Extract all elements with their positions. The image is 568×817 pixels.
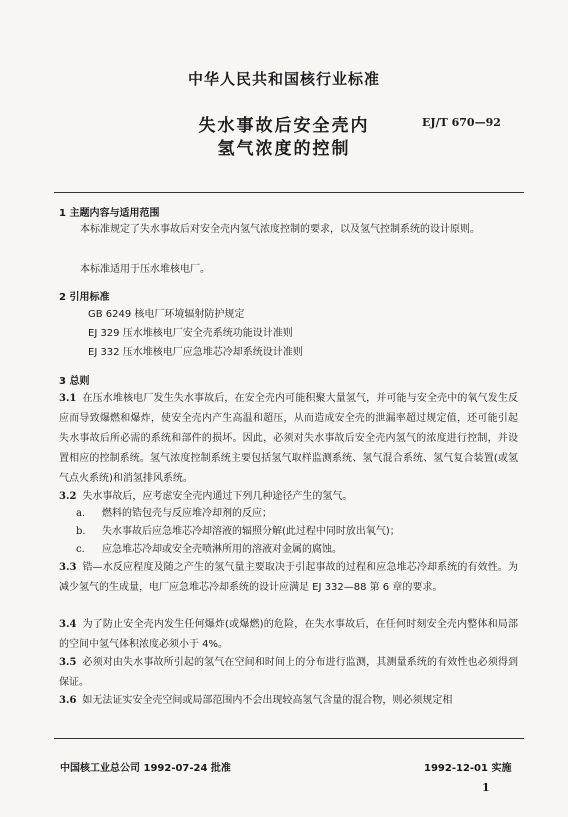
clause-3-4 [59,615,518,655]
list-item-c [76,540,516,560]
standard-type-heading: 中华人民共和国核行业标准 [187,70,380,88]
clause-3-2-number: 3.2 [59,491,77,502]
clause-3-6 [59,691,518,711]
list-item-a-label: a. [76,508,86,519]
clause-3-1 [59,389,518,489]
clause-3-3-text: 锆—水反应程度及随之产生的氢气量主要取决于引起事故的过程和应急堆芯冷却系统的有效性。为减少氢气的生成量，电厂应急堆芯冷却系统的设计应满足 EJ 332—88 第 6 章的要求。 [59,562,518,593]
clause-3-1-number: 3.1 [59,393,77,404]
footer-divider [54,738,524,739]
clause-3-5 [59,653,518,693]
list-item-b-text: 失水事故后应急堆芯冷却溶液的辐照分解(此过程中同时放出氧气)； [102,526,400,537]
standard-code: EJ/T 670—92 [422,116,501,129]
section-1-paragraph-1: 本标准规定了失水事故后对安全壳内氢气浓度控制的要求，以及氢气控制系统的设计原则。 [80,224,480,235]
clause-3-1-text: 在压水堆核电厂发生失水事故后，在安全壳内可能积聚大量氢气，并可能与安全壳中的氧气发生反应而导致爆燃和爆炸，使安全壳内产生高温和超压，从而造成安全壳的泄漏率超过规定值，还可能引起失水事故后所必需的系统和部件的损坏。因此，必须对失水事故后安全壳内氢气的浓度进行控制，并设置相应的控制系统。氢气浓度控制系统主要包括氢气取样监测系统、氢气混合系统、氢气复合装置(或氢气点火系统)和消氢排风系统。 [59,393,518,484]
list-item-a-text: 燃料的锆包壳与反应堆冷却剂的反应； [102,508,272,519]
section-1-heading: 1 主题内容与适用范围 [59,208,160,219]
list-item-c-label: c. [76,544,85,555]
page-number: 1 [482,781,490,794]
approval-line: 中国核工业总公司 1992-07-24 批准 [60,763,231,774]
header-divider [54,192,524,193]
section-2-heading: 2 引用标准 [59,292,110,303]
clause-3-4-text: 为了防止安全壳内发生任何爆炸(或爆燃)的危险，在失水事故后，在任何时刻安全壳内整体和局部的空间中氢气体积浓度必须小于 4%。 [59,619,518,650]
document-title-line1: 失水事故后安全壳内 [198,116,370,136]
clause-3-3 [59,558,518,598]
implementation-date: 1992-12-01 实施 [424,763,512,774]
clause-3-6-number: 3.6 [59,695,77,706]
reference-ej332: EJ 332 压水堆核电厂应急堆芯冷却系统设计准则 [88,347,303,358]
document-title-line2: 氢气浓度的控制 [217,139,351,159]
clause-3-4-number: 3.4 [59,619,77,630]
list-item-b [76,522,516,542]
clause-3-5-number: 3.5 [59,657,77,668]
reference-ej329: EJ 329 压水堆核电厂安全壳系统功能设计准则 [88,328,293,339]
list-item-a [76,504,516,524]
reference-gb6249: GB 6249 核电厂环境辐射防护规定 [88,309,245,320]
clause-3-3-number: 3.3 [59,562,77,573]
section-1-paragraph-2: 本标准适用于压水堆核电厂。 [80,264,210,275]
list-item-c-text: 应急堆芯冷却或安全壳喷淋所用的溶液对金属的腐蚀。 [102,544,342,555]
clause-3-5-text: 必须对由失水事故所引起的氢气在空间和时间上的分布进行监测，其测量系统的有效性也必须得到保证。 [59,657,518,688]
clause-3-6-text: 如无法证实安全壳空间或局部范围内不会出现较高氢气含量的混合物，则必须规定相 [82,695,453,706]
list-item-b-label: b. [76,526,86,537]
clause-3-2-text: 失水事故后，应考虑安全壳内通过下列几种途径产生的氢气。 [82,491,353,502]
section-3-heading: 3 总则 [59,376,90,387]
